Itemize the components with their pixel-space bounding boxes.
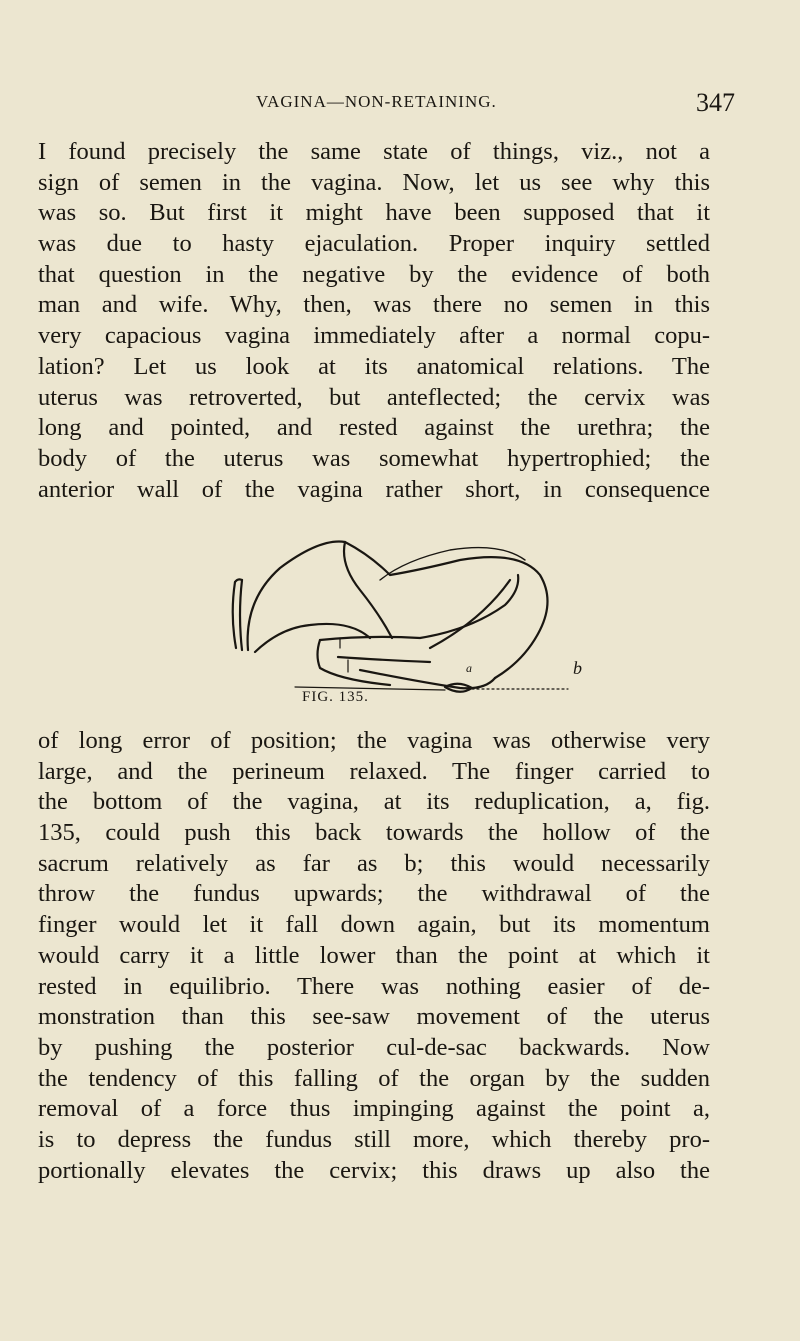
text-line: monstration than this see-saw movement of the uterus <box>38 1003 710 1031</box>
paragraph-bottom <box>38 726 710 1186</box>
text-line: the tendency of this falling of the organ by the sudden <box>38 1064 710 1092</box>
text-line: the bottom of the vagina, at its reduplication, a, fig. <box>38 788 710 816</box>
text-line: would carry it a little lower than the point at which it <box>38 941 710 969</box>
uterus-outline-drawing <box>220 520 600 705</box>
text-line: large, and the perineum relaxed. The finger carried to <box>38 757 710 785</box>
text-line: anterior wall of the vagina rather short, in consequence <box>38 475 710 503</box>
text-line: uterus was retroverted, but anteflected; the cervix was <box>38 383 710 411</box>
text-line: of long error of position; the vagina was otherwise very <box>38 727 710 754</box>
text-line: long and pointed, and rested against the urethra; the <box>38 414 710 442</box>
text-line: finger would let it fall down again, but its momentum <box>38 911 710 939</box>
figure-uterus-diagram <box>220 520 600 705</box>
text-line: lation? Let us look at its anatomical relations. The <box>38 352 710 380</box>
text-line: I found precisely the same state of things, viz., not a <box>38 138 710 165</box>
text-line: man and wife. Why, then, was there no semen in this <box>38 291 710 319</box>
figure-label-a: a <box>466 661 472 675</box>
text-line: by pushing the posterior cul-de-sac backwards. Now <box>38 1033 710 1061</box>
text-line: sign of semen in the vagina. Now, let us see why this <box>38 168 710 196</box>
text-line: sacrum relatively as far as b; this would necessarily <box>38 849 710 877</box>
running-head <box>0 88 800 128</box>
text-line: portionally elevates the cervix; this draws up also the <box>38 1156 710 1184</box>
text-line: removal of a force thus impinging against the point a, <box>38 1095 710 1123</box>
text-line: body of the uterus was somewhat hypertrophied; the <box>38 444 710 472</box>
text-line: was so. But first it might have been supposed that it <box>38 199 710 227</box>
text-line: is to depress the fundus still more, which thereby pro- <box>38 1125 710 1153</box>
text-line: 135, could push this back towards the hollow of the <box>38 819 710 847</box>
paragraph-top <box>38 137 710 505</box>
figure-label-b: b <box>573 658 582 678</box>
running-title: VAGINA—NON-RETAINING. <box>256 92 497 111</box>
text-line: very capacious vagina immediately after a normal copu- <box>38 322 710 350</box>
text-line: rested in equilibrio. There was nothing easier of de- <box>38 972 710 1000</box>
figure-caption: FIG. 135. <box>302 689 369 705</box>
text-line: was due to hasty ejaculation. Proper inquiry settled <box>38 230 710 258</box>
text-line: throw the fundus upwards; the withdrawal of the <box>38 880 710 908</box>
page-number: 347 <box>696 88 735 117</box>
text-line: that question in the negative by the evidence of both <box>38 260 710 288</box>
